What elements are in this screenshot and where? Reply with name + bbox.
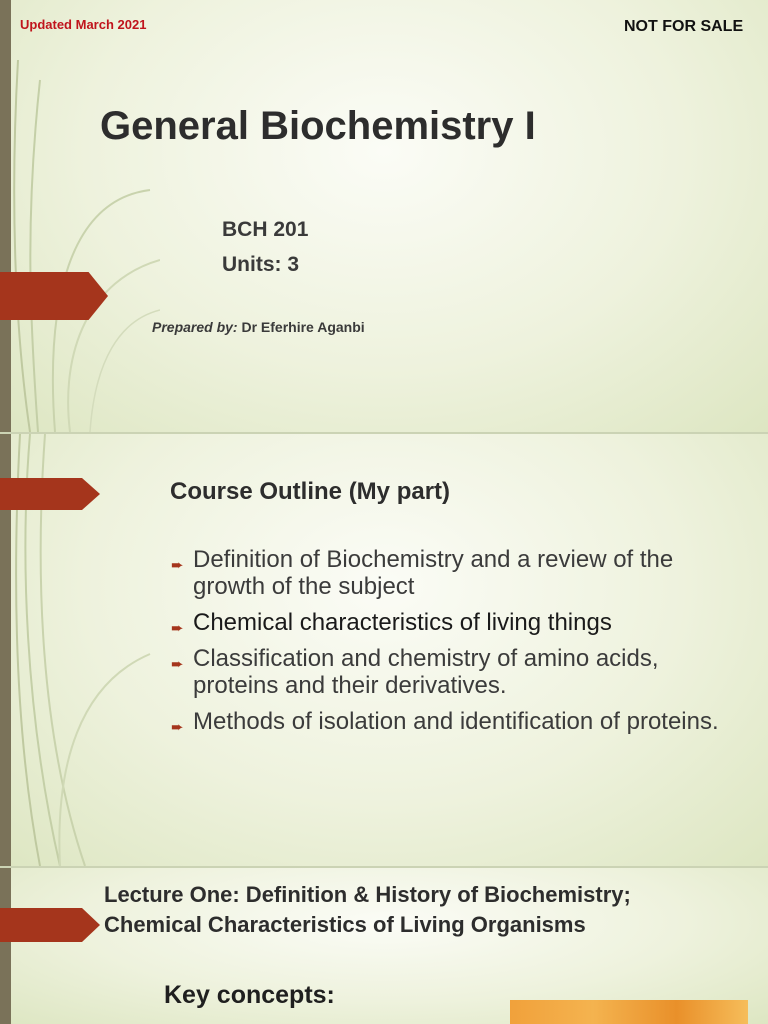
right-arrow-bullet-icon: ➨ (171, 656, 184, 673)
decorative-swirl-lines (0, 0, 160, 432)
slide-lecture-one (0, 868, 768, 1024)
list-item: ➨ Classification and chemistry of amino acids, proteins and their derivatives. (171, 645, 659, 699)
list-item: ➨ Methods of isolation and identification of proteins. (171, 708, 731, 735)
section-arrow-shape (0, 478, 100, 510)
course-code: BCH 201 (222, 218, 309, 241)
prepared-by-name: Dr Eferhire Aganbi (241, 319, 365, 335)
course-outline-heading: Course Outline (My part) (170, 478, 451, 505)
course-outline-list (171, 546, 731, 744)
lecture-heading-line2: Chemical Characteristics of Living Organisms (104, 912, 586, 937)
lecture-heading-line1: Lecture One: Definition & History of Biochemistry; (104, 882, 631, 907)
page-title: General Biochemistry I (100, 104, 536, 148)
title-arrow-shape (0, 272, 108, 320)
right-arrow-bullet-icon: ➨ (171, 557, 184, 574)
not-for-sale-label: NOT FOR SALE (624, 18, 744, 35)
list-item: ➨ Definition of Biochemistry and a review of the growth of the subject (171, 546, 674, 600)
updated-label: Updated March 2021 (20, 17, 147, 32)
slide-title (0, 0, 768, 432)
orange-photo-image (510, 1000, 748, 1024)
list-item: ➨ Chemical characteristics of living things (171, 609, 731, 636)
course-units: Units: 3 (222, 253, 300, 276)
prepared-by (152, 319, 365, 335)
prepared-by-label: Prepared by: (152, 319, 238, 335)
right-arrow-bullet-icon: ➨ (171, 620, 184, 637)
key-concepts-heading: Key concepts: (164, 981, 335, 1009)
right-arrow-bullet-icon: ➨ (171, 719, 184, 736)
left-bar (0, 868, 11, 1024)
section-arrow-shape (0, 908, 100, 942)
